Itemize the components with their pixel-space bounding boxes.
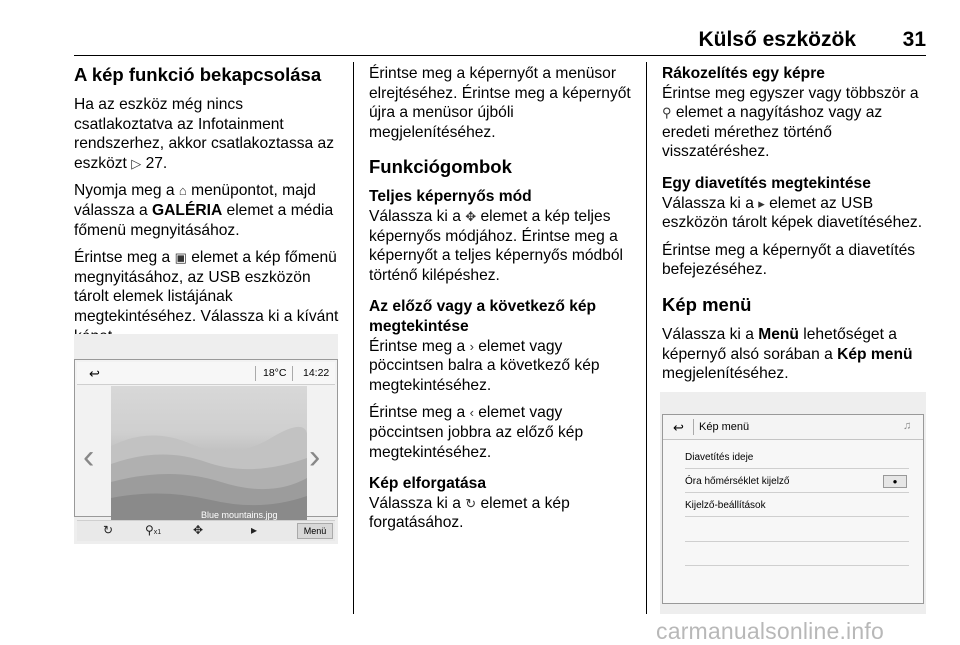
- home-icon: ⌂: [178, 183, 187, 199]
- empty-row-divider: [685, 541, 909, 542]
- subheading-rotate: Kép elforgatása: [369, 475, 486, 493]
- column-divider-1: [353, 62, 354, 614]
- screenshot-image-viewer: [74, 334, 338, 544]
- paragraph: Érintse meg a képernyőt a menüsor elrejtéséhez. Érintse meg a képernyőt újra a menüsor újbóli megjelenítéséhez.: [369, 65, 631, 141]
- menu-item-clock-temp-display: Óra hőmérséklet kijelző ●: [685, 471, 909, 493]
- rotate-icon: ↻: [103, 523, 114, 537]
- header-title: Külső eszközök: [698, 28, 856, 51]
- menu-top-bar: [663, 415, 923, 440]
- menu-item-slideshow-time: Diavetítés ideje: [685, 447, 909, 469]
- page-header: [74, 26, 926, 50]
- header-rule: [74, 55, 926, 56]
- paragraph: Válassza ki a ▸ elemet az USB eszközön tárolt képek diavetítéséhez.: [662, 194, 923, 232]
- image-filename: Blue mountains.jpg: [201, 510, 278, 520]
- next-chevron-icon: ›: [309, 438, 321, 476]
- menu-screen: [662, 414, 924, 604]
- page-number: 31: [902, 28, 926, 51]
- temperature: 18°C: [263, 367, 287, 379]
- paragraph: Érintse meg a ‹ elemet vagy pöccintsen jobbra az előző kép megtekintéséhez.: [369, 404, 584, 461]
- zoom-icon: ⚲: [662, 105, 672, 121]
- subheading-fullscreen: Teljes képernyős mód: [369, 188, 532, 206]
- paragraph: Válassza ki a Menü lehetőséget a képernyő alsó sorában a Kép menü megjelenítéséhez.: [662, 325, 913, 383]
- menu-item-display-settings: Kijelző-beállítások: [685, 495, 909, 517]
- paragraph: Ha az eszköz még nincs csatlakoztatva az Infotainment rendszerhez, akkor csatlakoztassa az eszközt ▷ 27.: [74, 96, 335, 172]
- viewer-bottom-bar: [77, 520, 335, 541]
- section-heading-function-buttons: Funkciógombok: [369, 156, 512, 178]
- fullscreen-icon: ✥: [193, 523, 204, 537]
- paragraph: Válassza ki a ✥ elemet a kép teljes képernyős módjához. Érintse meg a képernyőt a teljes képernyős módból történő kilépéshez.: [369, 207, 623, 284]
- menu-button: Menü: [297, 523, 333, 539]
- next-chevron-icon: ›: [469, 338, 474, 354]
- image-icon: ▣: [174, 250, 187, 266]
- viewer-screen: [74, 359, 338, 537]
- clock: 14:22: [303, 367, 330, 379]
- column-1: [74, 64, 342, 354]
- empty-row-divider: [685, 565, 909, 566]
- paragraph: Érintse meg a képernyőt a diavetítés befejezéséhez.: [662, 241, 916, 279]
- zoom-icon: ⚲x1: [145, 523, 162, 537]
- paragraph: Nyomja meg a ⌂ menüpontot, majd válassza a GALÉRIA elemet a média főmenü megnyitásához.: [74, 182, 334, 239]
- subheading-zoom: Rákozelítés egy képre: [662, 65, 825, 82]
- rotate-icon: ↻: [465, 495, 477, 511]
- fullscreen-icon: ✥: [465, 208, 477, 224]
- slideshow-icon: ▸: [758, 195, 765, 211]
- menu-title: Kép menü: [699, 421, 750, 433]
- back-icon: ↩: [89, 366, 100, 381]
- toggle-switch: ●: [883, 475, 907, 488]
- paragraph: Válassza ki a ↻ elemet a kép forgatásához.: [369, 494, 570, 532]
- previous-chevron-icon: ‹: [469, 405, 474, 421]
- subheading-slideshow: Egy diavetítés megtekintése: [662, 174, 871, 192]
- previous-chevron-icon: ‹: [83, 438, 95, 476]
- screenshot-image-menu: [660, 392, 926, 614]
- music-note-icon: ♫: [903, 420, 912, 432]
- paragraph: Érintse meg a › elemet vagy pöccintsen balra a következő kép megtekintéséhez.: [369, 337, 600, 394]
- section-heading-image-function: A kép funkció bekapcsolása: [74, 64, 322, 85]
- column-divider-2: [646, 62, 647, 614]
- column-2: [369, 64, 637, 541]
- back-icon: ↩: [673, 420, 684, 435]
- divider: [693, 419, 694, 435]
- page-reference-arrow-icon: ▷: [131, 155, 142, 171]
- viewer-top-bar: [77, 362, 335, 385]
- column-3: [662, 64, 928, 392]
- mountain-ridges: [111, 386, 307, 520]
- section-heading-image-menu: Kép menü: [662, 293, 752, 315]
- divider: [255, 366, 256, 381]
- watermark: carmanualsonline.info: [656, 618, 884, 644]
- mountain-photo: [111, 386, 307, 520]
- divider: [292, 366, 293, 381]
- paragraph: Érintse meg egyszer vagy többször a ⚲ elemet a nagyításhoz vagy az eredeti mérethez történő visszatéréshez.: [662, 84, 919, 161]
- paragraph: Érintse meg a ▣ elemet a kép főmenü megnyitásához, az USB eszközön tárolt elemek listájának megtekintéséhez. Válassza ki a kívánt: [74, 249, 339, 325]
- subheading-prev-next: Az előző vagy a következő kép megtekintése: [369, 298, 597, 335]
- slideshow-icon: ▸: [251, 523, 258, 537]
